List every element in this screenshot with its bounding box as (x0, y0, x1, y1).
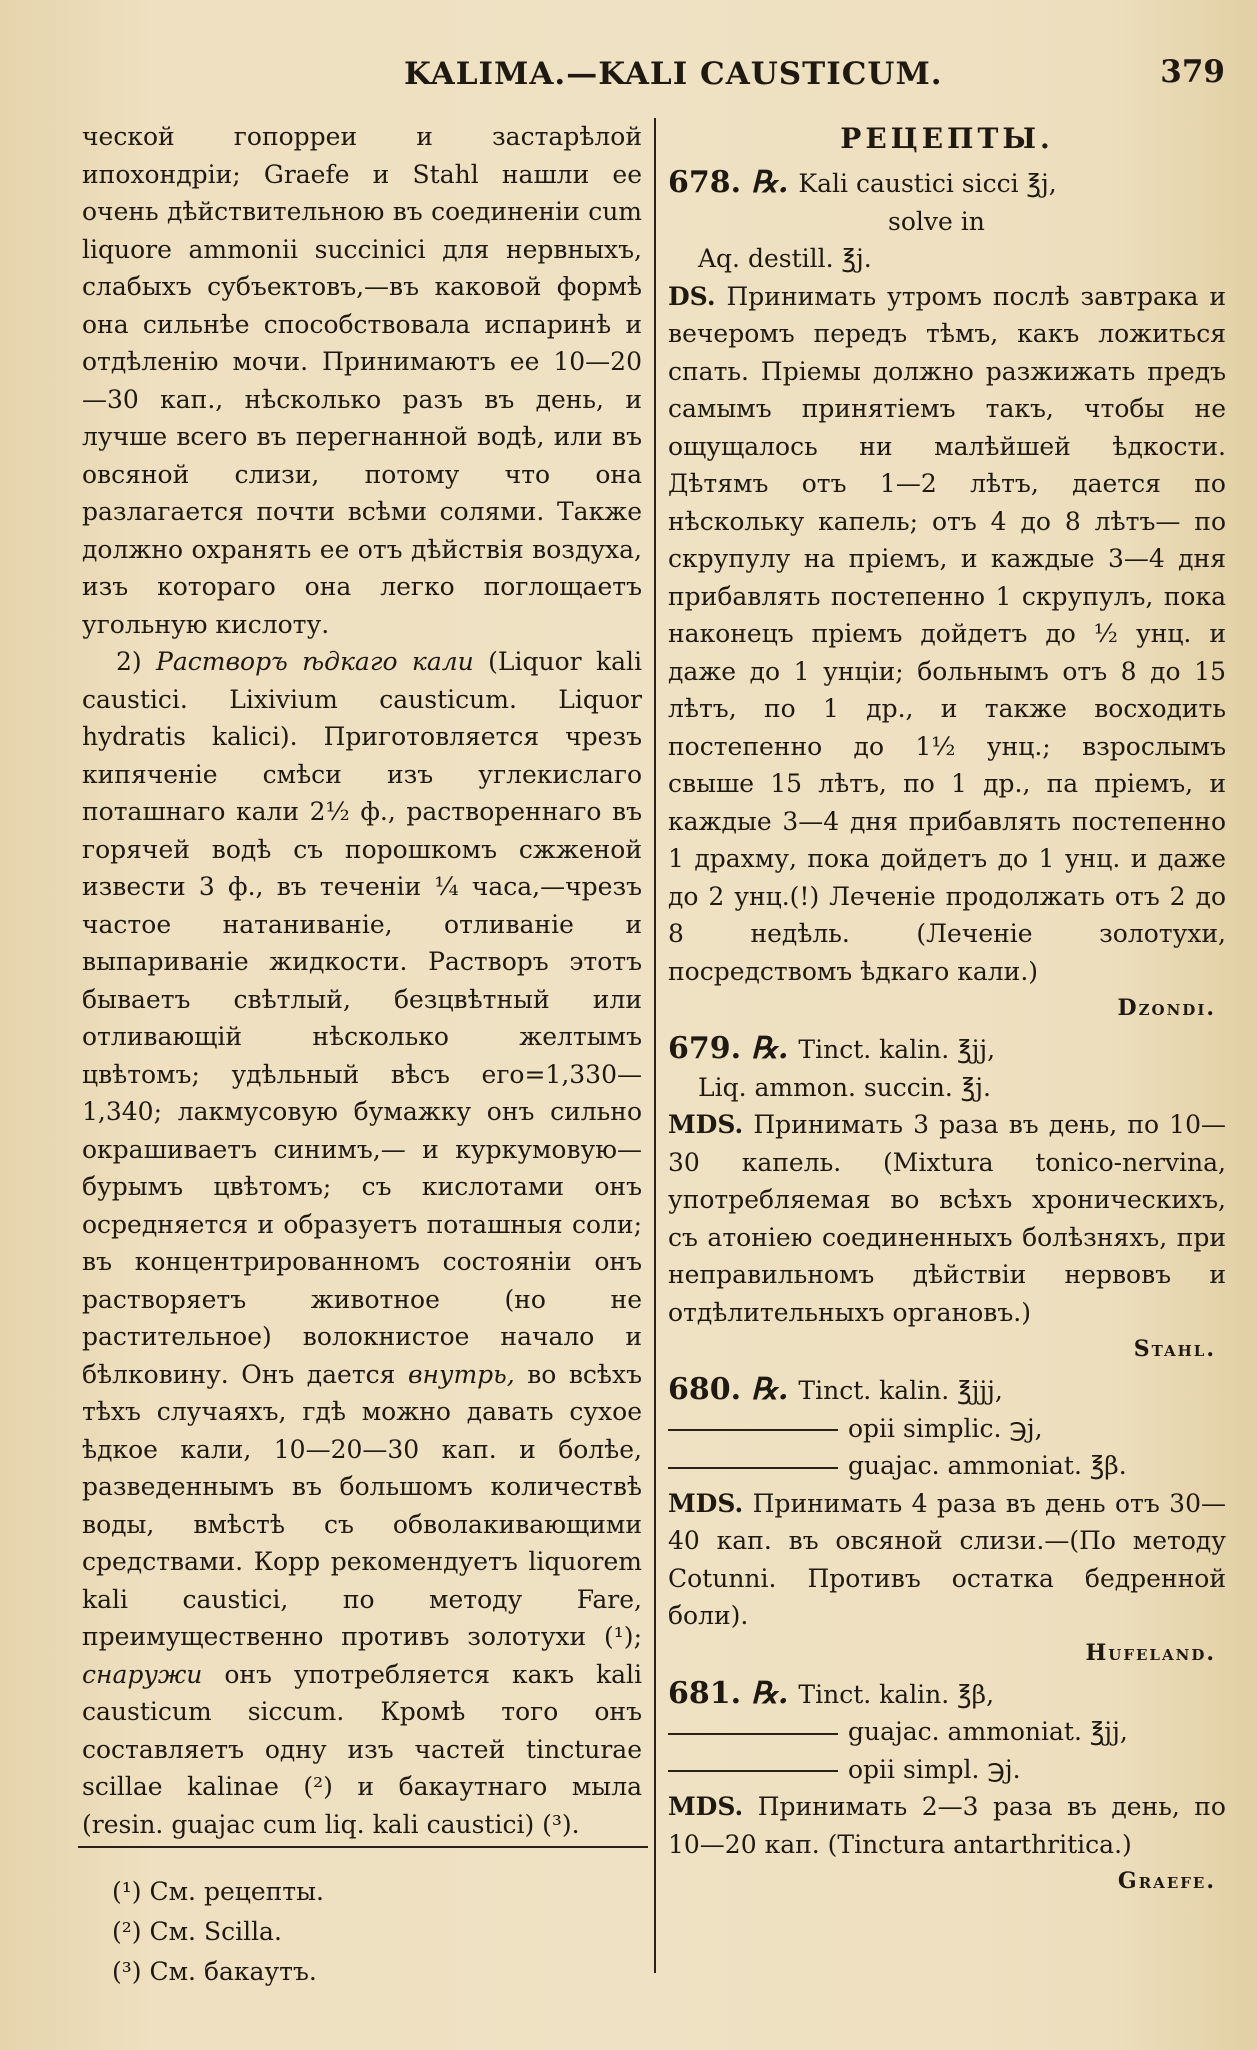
rx-symbol: ℞. (751, 1675, 789, 1711)
term-internal-italic: внутрь, (407, 1359, 515, 1389)
ingredient: Tinct. kalin. ℥β, (798, 1679, 995, 1709)
signa-text: Принимать 3 раза въ день, по 10—30 капель. (Mixtura tonico-nervina, употребляемая во всѣхъ хроническихъ, съ атоніею соединенныхъ болѣзняхъ, при неправильномъ дѣйствіи нервовъ и отдѣлительныхъ органовъ.) (668, 1110, 1226, 1327)
rx-symbol: ℞. (751, 165, 789, 200)
footnotes (112, 1872, 632, 1992)
left-column (82, 118, 642, 1843)
ingredient: Kali caustici sicci ℥j, (798, 169, 1057, 198)
term-latin: (Liquor kali (473, 647, 642, 676)
ingredient: guajac. ammoniat. ℥β. (848, 1451, 1127, 1480)
ingredient: Aq. destill. ℥j. (698, 244, 872, 273)
recipe-number: 680. (668, 1372, 742, 1407)
signa (668, 278, 1226, 991)
recipe-author: Stahl. (1133, 1336, 1216, 1362)
ditto-dash (668, 1770, 838, 1772)
right-column (668, 118, 1226, 1903)
recipe-author: Hufeland. (1085, 1639, 1216, 1666)
recipe-number: 679. (668, 1031, 742, 1066)
column-divider (654, 118, 656, 1973)
paragraph-body-2: во всѣхъ тѣхъ случаяхъ, гдѣ можно давать сухое ѣдкое кали, 10—20—30 кап. и болѣе, разведеннымъ въ большомъ количествѣ воды, вмѣстѣ съ обволакивающими средствами. Корр рекомендуетъ liquorem kali caustici, по методу Fare, преимущественно противъ золотухи (¹); (82, 1359, 642, 1651)
paragraph-body: caustici. Lixivium causticum. Liquor hydratis kalici). Приготовляется чрезъ кипяченіе смѣси изъ углекислаго поташнаго кали 2½ ф., раствореннаго въ горячей водѣ съ порошкомъ сжженой извести 3 ф., въ теченіи ¼ часа,—чрезъ частое натаниваніе, отливаніе и выпариваніе жидкости. Растворъ этотъ бываетъ свѣтлый, безцвѣтный или отливающій нѣсколько желтымъ цвѣтомъ; удѣльный вѣсъ его=1,330—1,340; лакмусовую бумажку онъ сильно окрашиваетъ синимъ,— и куркумовую—бурымъ цвѣтомъ; съ кислотами онъ осредняется и образуетъ поташныя соли; въ концентрированномъ состояніи онъ растворяетъ животное (но не растительное) волокнистое начало и бѣлковину. Онъ дается (82, 684, 642, 1389)
signa-label: MDS. (668, 1792, 744, 1821)
running-header (0, 50, 1257, 100)
signa-label: MDS. (668, 1488, 744, 1518)
footnote-1: (¹) См. рецепты. (112, 1877, 324, 1906)
signa (668, 1788, 1226, 1863)
ditto-dash (668, 1429, 838, 1431)
ditto-dash (668, 1467, 838, 1469)
ingredient: Liq. ammon. succin. ℥j. (698, 1072, 991, 1102)
footnote-rule (78, 1846, 648, 1848)
signa-text: Принимать 2—3 раза въ день, по 10—20 кап. (Tinctura antarthritica.) (668, 1792, 1226, 1859)
footnote-2: (²) См. Scilla. (112, 1917, 282, 1946)
recipe-author: Graefe. (1117, 1868, 1216, 1894)
term-liquor-italic: Растворъ ѣдкаго кали (156, 647, 474, 676)
paragraph-number: 2) (116, 647, 157, 676)
recipe-number: 678. (668, 165, 742, 200)
ingredient: opii simpl. ℈j. (848, 1754, 1021, 1784)
ingredient: solve in (888, 206, 985, 236)
signa (668, 1106, 1226, 1331)
footnote-3: (³) См. бакаутъ. (112, 1957, 317, 1986)
rx-symbol: ℞. (751, 1372, 789, 1407)
signa (668, 1485, 1226, 1635)
paragraph-continuation: ческой гопорреи и застарѣлой ипохондріи; Graefe и Stahl нашли ее очень дѣйствительною въ соединеніи cum liquore ammonii succinici для нервныхъ, слабыхъ субъектовъ,—въ каковой формѣ она сильнѣе способствовала испаринѣ и отдѣленію мочи. Принимаютъ ее 10—20—30 кап., нѣсколько разъ въ день, и лучше всего въ перегнанной водѣ, или въ овсяной слизи, потому что она разлагается почти всѣми солями. Также должно охранять ее отъ дѣйствія воздуха, изъ котораго она легко поглощаетъ угольную кислоту. (82, 122, 642, 639)
ingredient: opii simplic. ℈j, (848, 1413, 1043, 1443)
recipe-679 (668, 1030, 1226, 1367)
term-external-italic: снаружи (82, 1659, 203, 1689)
ingredient: Tinct. kalin. ℥jj, (798, 1035, 996, 1064)
signa-label: DS. (668, 281, 716, 311)
recipe-680 (668, 1371, 1226, 1671)
signa-label: MDS. (668, 1110, 744, 1139)
page-number: 379 (1160, 54, 1225, 90)
signa-text: Принимать утромъ послѣ завтрака и вечеромъ передъ тѣмъ, какъ ложиться спать. Пріемы должно разжижать предъ самымъ принятіемъ такъ, чтобы не ощущалось ни малѣйшей ѣдкости. Дѣтямъ отъ 1—2 лѣтъ, дается по нѣскольку капель; отъ 4 до 8 лѣтъ— по скрупулу на пріемъ, и каждые 3—4 дня прибавлять постепенно 1 скрупулъ, пока наконецъ пріемъ дойдетъ до ½ унц. и даже до 1 унціи; больнымъ отъ 8 до 15 лѣтъ, по 1 др., и также восходить постепенно до 1½ унц.; взрослымъ свыше 15 лѣтъ, по 1 др., па пріемъ, и каждые 3—4 дня прибавлять постепенно 1 драхму, пока дойдетъ до 1 унц. и даже до 2 унц.(!) Леченіе продолжать отъ 2 до 8 недѣль. (Леченіе золотухи, посредствомъ ѣдкаго кали.) (668, 281, 1226, 986)
header-title: KALIMA.—KALI CAUSTICUM. (404, 56, 943, 92)
recipe-681 (668, 1675, 1226, 1900)
paragraph-liquor-kali (82, 643, 642, 1843)
section-title: РЕЦЕПТЫ. (840, 122, 1054, 155)
recipe-author: Dzondi. (1117, 995, 1216, 1021)
ingredient: Tinct. kalin. ℥jjj, (798, 1376, 1003, 1405)
recipe-number: 681. (668, 1675, 742, 1711)
rx-symbol: ℞. (751, 1031, 789, 1066)
ingredient: guajac. ammoniat. ℥jj, (848, 1717, 1128, 1746)
signa-text: Принимать 4 раза въ день отъ 30—40 кап. въ овсяной слизи.—(По методу Cotunni. Противъ остатка бедренной боли). (668, 1488, 1226, 1630)
recipe-678 (668, 164, 1226, 1026)
paragraph-body-3: онъ употребляется какъ kali causticum siccum. Кромѣ того онъ составляетъ одну изъ частей tincturae scillae kalinae (²) и бакаутнаго мыла (resin. guajac cum liq. kali caustici) (³). (82, 1659, 642, 1839)
ditto-dash (668, 1733, 838, 1735)
